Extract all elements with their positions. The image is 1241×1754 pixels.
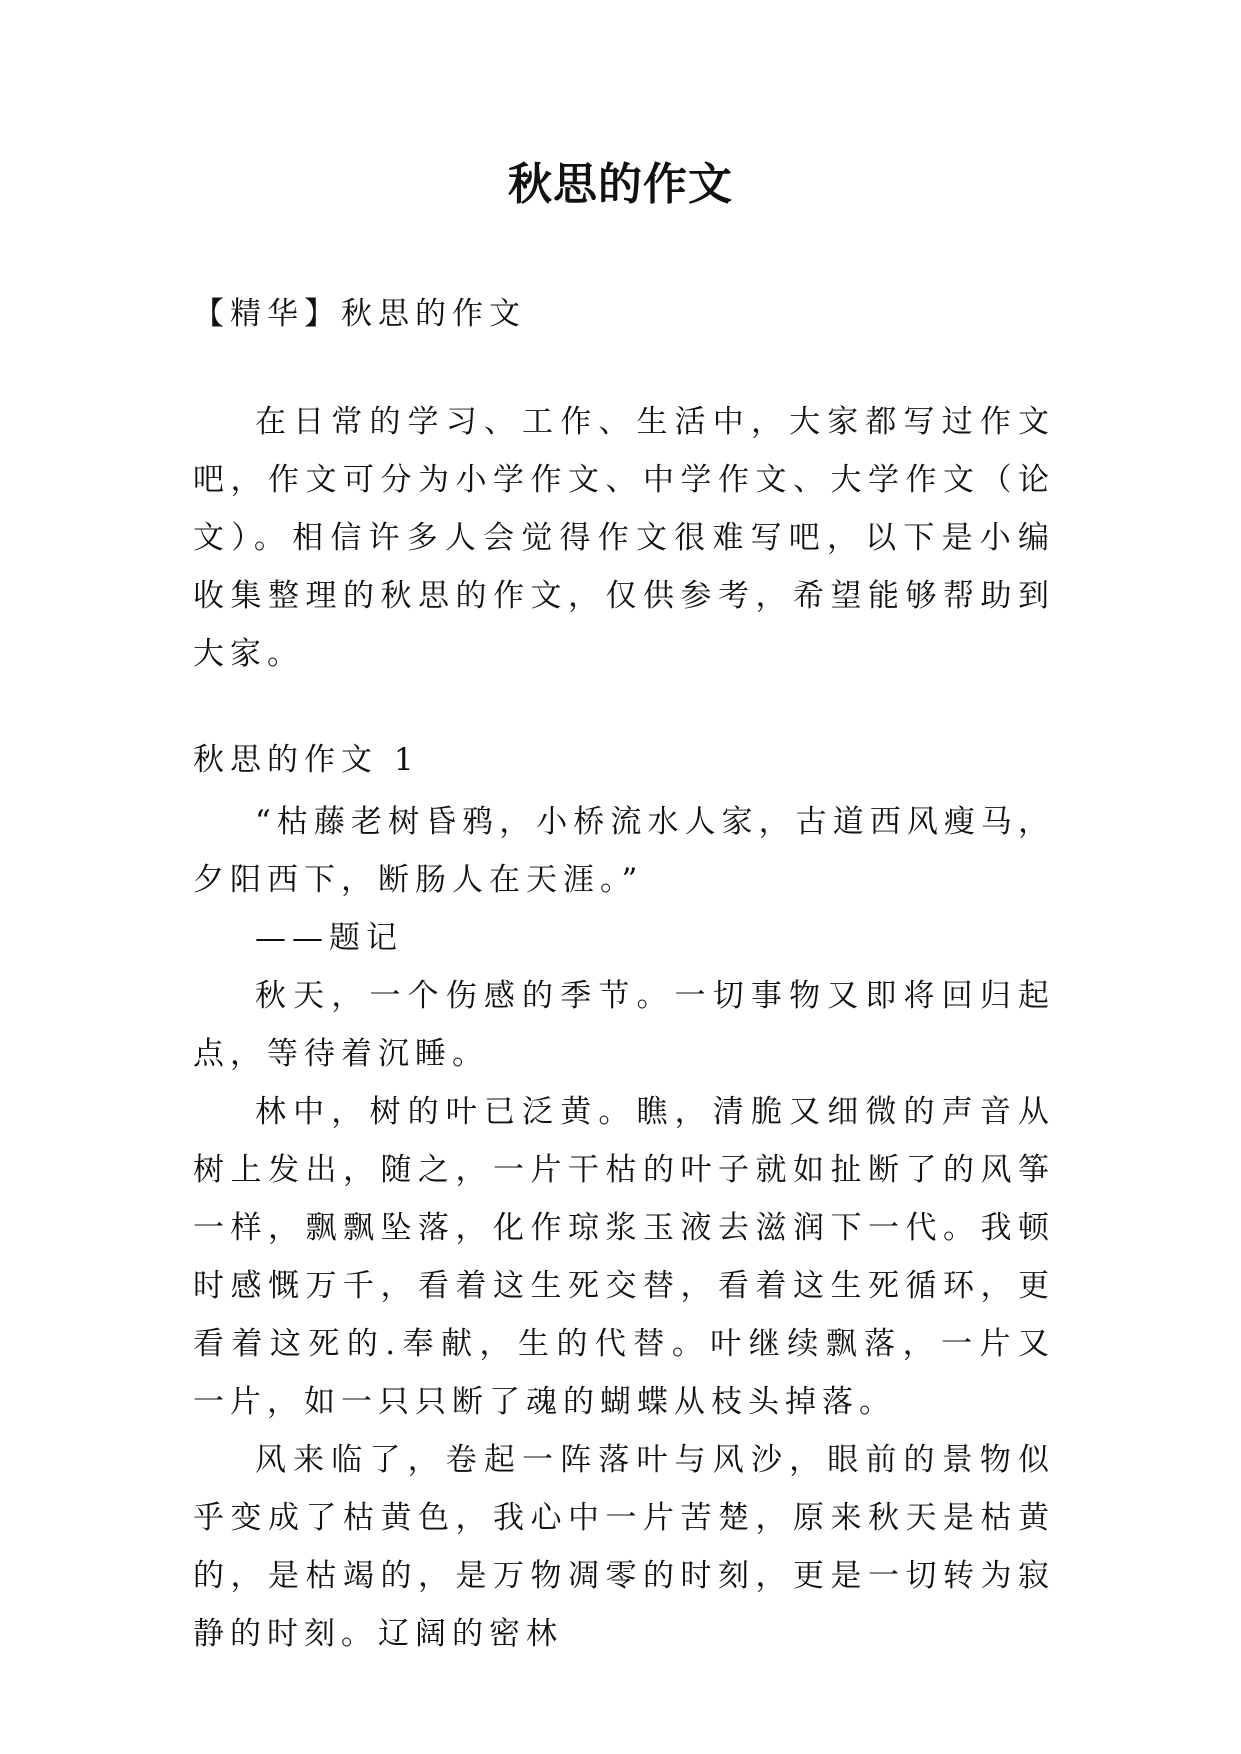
- body-paragraph: 秋天，一个伤感的季节。一切事物又即将回归起点，等待着沉睡。: [193, 978, 1055, 1072]
- inscription: ——题记: [255, 920, 403, 956]
- section-heading: 秋思的作文 1: [193, 742, 420, 778]
- document-title: 秋思的作文: [508, 159, 733, 210]
- body-paragraph: 林中，树的叶已泛黄。瞧，清脆又细微的声音从树上发出，随之，一片干枯的叶子就如扯断了的风筝一样，飘飘坠落，化作琼浆玉液去滋润下一代。我顿时感慨万千，看着这生死交替，看着这生死循环，更看着这死的.奉献，生的代替。叶继续飘落，一片又一片，如一只只断了魂的蝴蝶从枝头掉落。: [193, 1094, 1055, 1420]
- document-subtitle: 【精华】秋思的作文: [193, 296, 526, 332]
- intro-paragraph: 在日常的学习、工作、生活中，大家都写过作文吧，作文可分为小学作文、中学作文、大学作文（论文）。相信许多人会觉得作文很难写吧，以下是小编收集整理的秋思的作文，仅供参考，希望能够帮助到大家。: [193, 404, 1055, 672]
- poem-quote: “枯藤老树昏鸦，小桥流水人家，古道西风瘦马，夕阳西下，断肠人在天涯。”: [193, 804, 1055, 898]
- document-body: [193, 285, 1055, 1663]
- body-paragraph: 风来临了，卷起一阵落叶与风沙，眼前的景物似乎变成了枯黄色，我心中一片苦楚，原来秋天是枯黄的，是枯竭的，是万物凋零的时刻，更是一切转为寂静的时刻。辽阔的密林: [193, 1442, 1055, 1652]
